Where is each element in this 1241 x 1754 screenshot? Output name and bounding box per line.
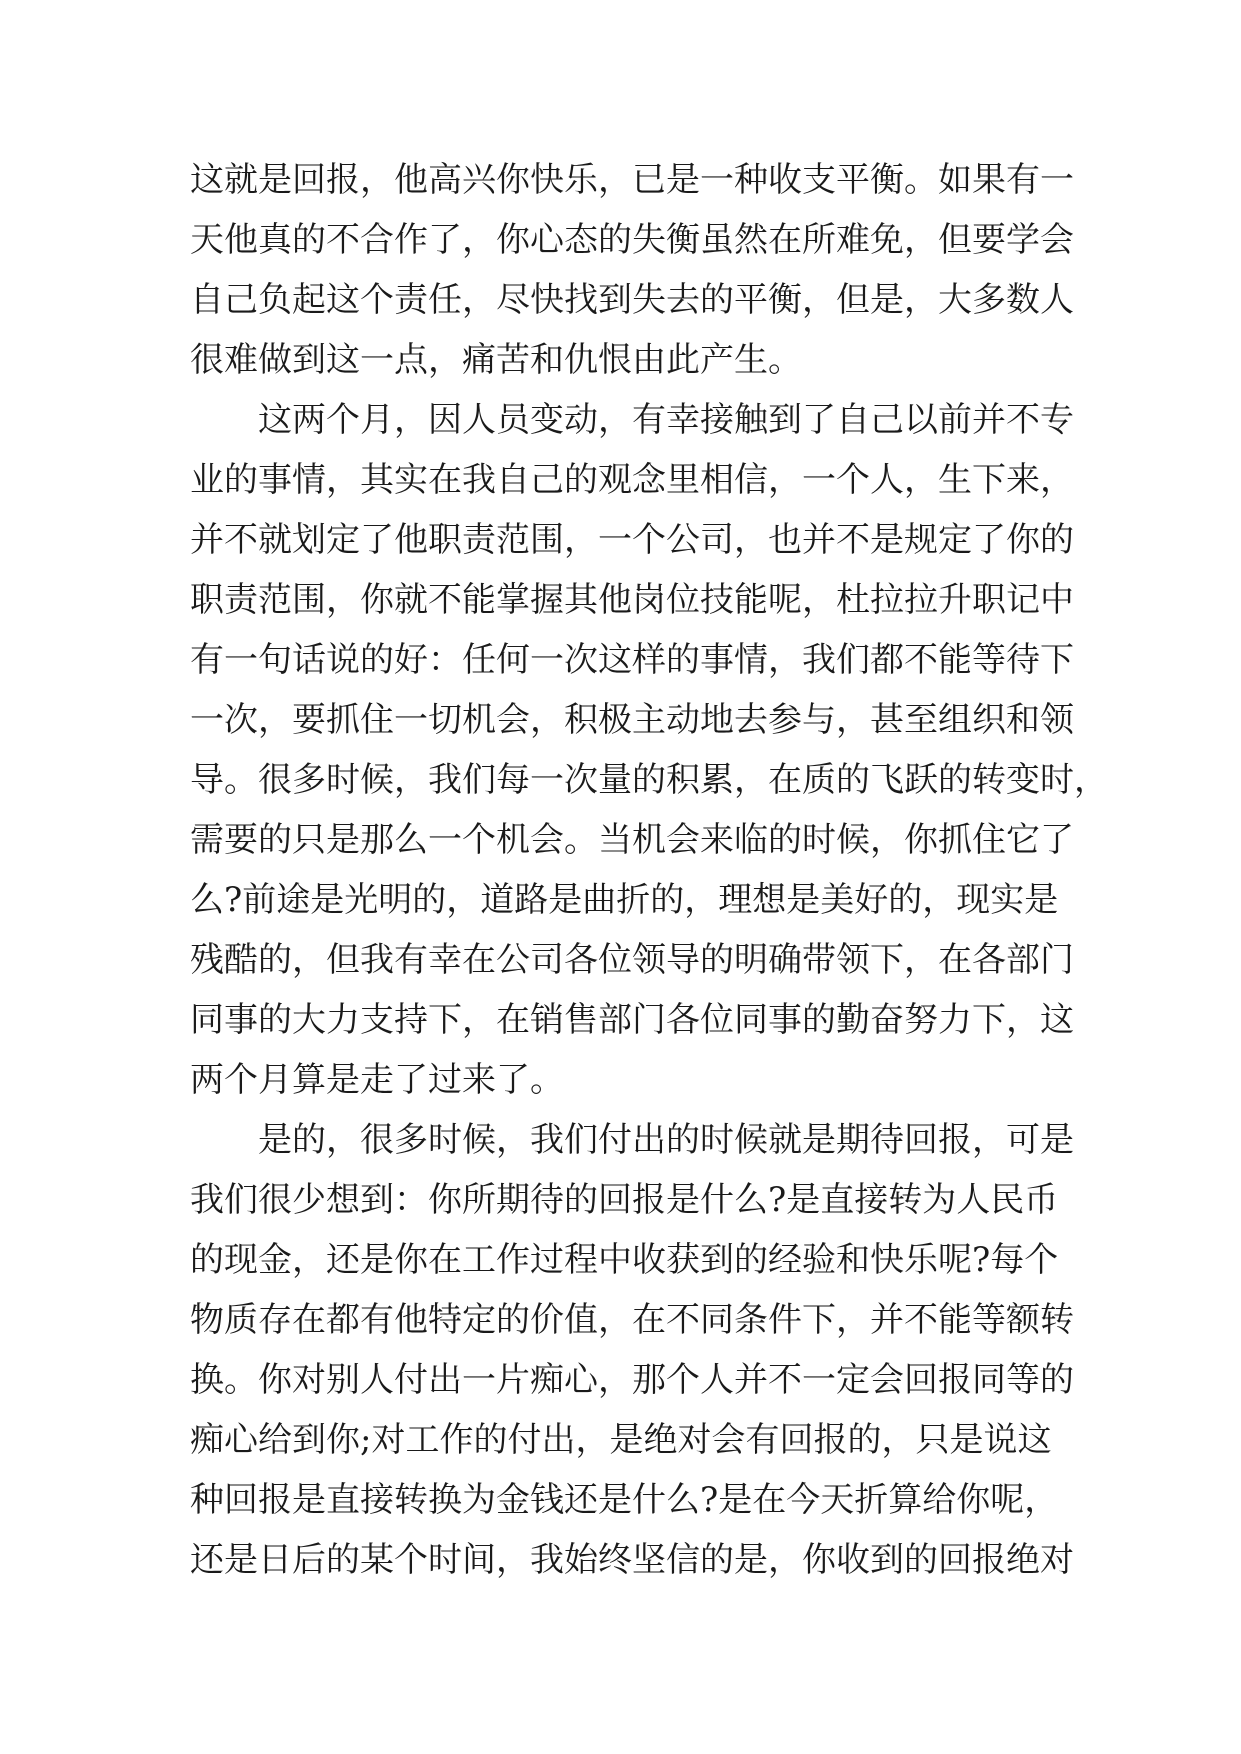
text-line: 我们很少想到：你所期待的回报是什么?是直接转为人民币	[190, 1180, 1059, 1220]
text-line: 导。很多时候，我们每一次量的积累，在质的飞跃的转变时，	[190, 760, 1108, 800]
text-line: 两个月算是走了过来了。	[190, 1060, 564, 1100]
text-line: 有一句话说的好：任何一次这样的事情，我们都不能等待下	[190, 640, 1074, 680]
text-line: 还是日后的某个时间，我始终坚信的是，你收到的回报绝对	[190, 1540, 1074, 1580]
text-line: 并不就划定了他职责范围，一个公司，也并不是规定了你的	[190, 520, 1074, 560]
text-line: 职责范围，你就不能掌握其他岗位技能呢，杜拉拉升职记中	[190, 580, 1074, 620]
paragraph	[190, 390, 1108, 1110]
text-line: 种回报是直接转换为金钱还是什么?是在今天折算给你呢，	[190, 1480, 1059, 1520]
text-line: 需要的只是那么一个机会。当机会来临的时候，你抓住它了	[190, 820, 1074, 860]
text-line: 是的，很多时候，我们付出的时候就是期待回报，可是	[258, 1120, 1074, 1160]
text-line: 物质存在都有他特定的价值，在不同条件下，并不能等额转	[190, 1300, 1074, 1340]
text-line: 这就是回报，他高兴你快乐，已是一种收支平衡。如果有一	[190, 160, 1074, 200]
text-line: 的现金，还是你在工作过程中收获到的经验和快乐呢?每个	[190, 1240, 1059, 1280]
text-line: 天他真的不合作了，你心态的失衡虽然在所难免，但要学会	[190, 220, 1074, 260]
text-line: 这两个月，因人员变动，有幸接触到了自己以前并不专	[258, 400, 1074, 440]
text-line: 么?前途是光明的，道路是曲折的，理想是美好的，现实是	[190, 880, 1059, 920]
text-line: 很难做到这一点，痛苦和仇恨由此产生。	[190, 340, 802, 380]
paragraph	[190, 1110, 1074, 1590]
text-line: 换。你对别人付出一片痴心，那个人并不一定会回报同等的	[190, 1360, 1074, 1400]
text-line: 痴心给到你;对工作的付出，是绝对会有回报的，只是说这	[190, 1420, 1052, 1460]
text-line: 残酷的，但我有幸在公司各位领导的明确带领下，在各部门	[190, 940, 1074, 980]
text-line: 一次，要抓住一切机会，积极主动地去参与，甚至组织和领	[190, 700, 1074, 740]
document-body	[190, 150, 1108, 1590]
text-line: 同事的大力支持下，在销售部门各位同事的勤奋努力下，这	[190, 1000, 1074, 1040]
paragraph	[190, 150, 1074, 390]
text-line: 业的事情，其实在我自己的观念里相信，一个人，生下来，	[190, 460, 1074, 500]
text-line: 自己负起这个责任，尽快找到失去的平衡，但是，大多数人	[190, 280, 1074, 320]
